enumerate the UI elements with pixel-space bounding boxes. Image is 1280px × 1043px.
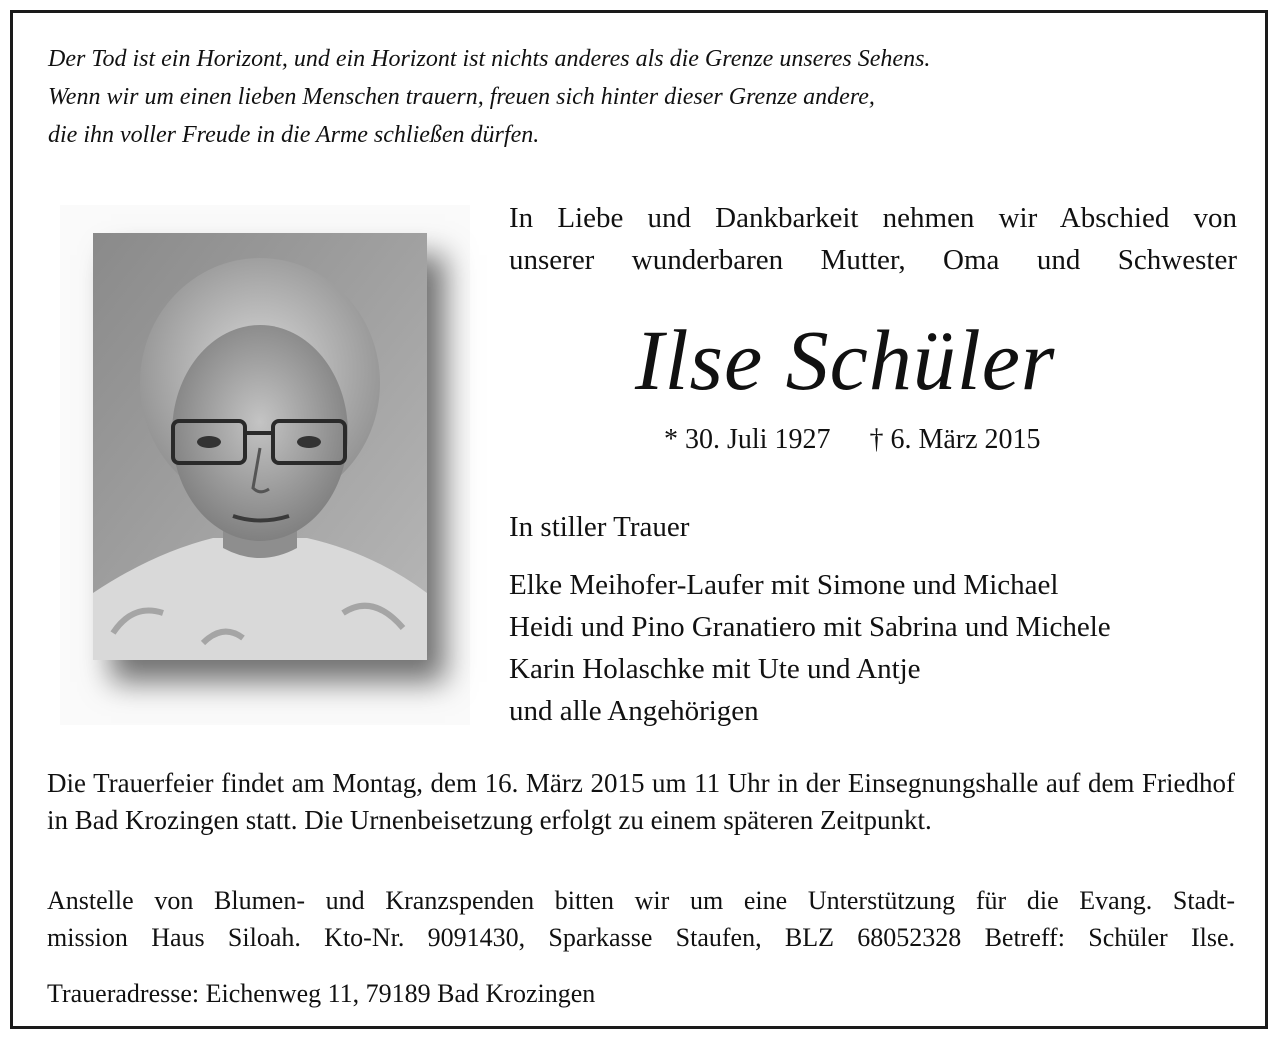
- mourner-line: Elke Meihofer-Laufer mit Simone und Michael: [509, 569, 1059, 601]
- mourner-line: und alle Angehörigen: [509, 695, 759, 727]
- donation-info: [47, 882, 1235, 956]
- death-date: † 6. März 2015: [869, 424, 1041, 455]
- mourning-heading: In stiller Trauer: [509, 511, 690, 543]
- donation-line: mission Haus Siloah. Kto-Nr. 9091430, Sparkasse Staufen, BLZ 68052328 Betreff: Schüler Ilse.: [47, 923, 1235, 952]
- mourner-line: Heidi und Pino Granatiero mit Sabrina und Michele: [509, 611, 1111, 643]
- deceased-name: Ilse Schüler: [635, 312, 1056, 408]
- intro-line: unserer wunderbaren Mutter, Oma und Schwester: [509, 244, 1237, 276]
- ceremony-text: Die Trauerfeier findet am Montag, dem 16. März 2015 um 11 Uhr in der Einsegnungshalle auf dem Friedhof in Bad Krozingen statt. Die Urnenbeisetzung erfolgt zu einem späteren Zeitpunkt.: [47, 768, 1235, 835]
- memorial-quote: [48, 40, 1248, 154]
- mourner-line: Karin Holaschke mit Ute und Antje: [509, 653, 921, 685]
- quote-line: die ihn voller Freude in die Arme schließen dürfen.: [48, 122, 540, 148]
- portrait-photo: [93, 233, 427, 660]
- mourning-address: Traueradresse: Eichenweg 11, 79189 Bad Krozingen: [47, 979, 596, 1008]
- birth-date: * 30. Juli 1927: [664, 424, 831, 455]
- quote-line: Wenn wir um einen lieben Menschen trauern, freuen sich hinter dieser Grenze andere,: [48, 84, 875, 110]
- ceremony-info: [47, 765, 1235, 839]
- portrait-illustration: [93, 233, 427, 660]
- quote-line: Der Tod ist ein Horizont, und ein Horizont ist nichts anderes als die Grenze unseres Sehens.: [48, 46, 931, 72]
- life-dates: [664, 420, 1041, 460]
- donation-line: Anstelle von Blumen- und Kranzspenden bitten wir um eine Unterstützung für die Evang. Stadt-: [47, 886, 1235, 915]
- mourners-list: [509, 564, 1111, 732]
- farewell-intro: [509, 197, 1237, 281]
- intro-line: In Liebe und Dankbarkeit nehmen wir Abschied von: [509, 202, 1237, 234]
